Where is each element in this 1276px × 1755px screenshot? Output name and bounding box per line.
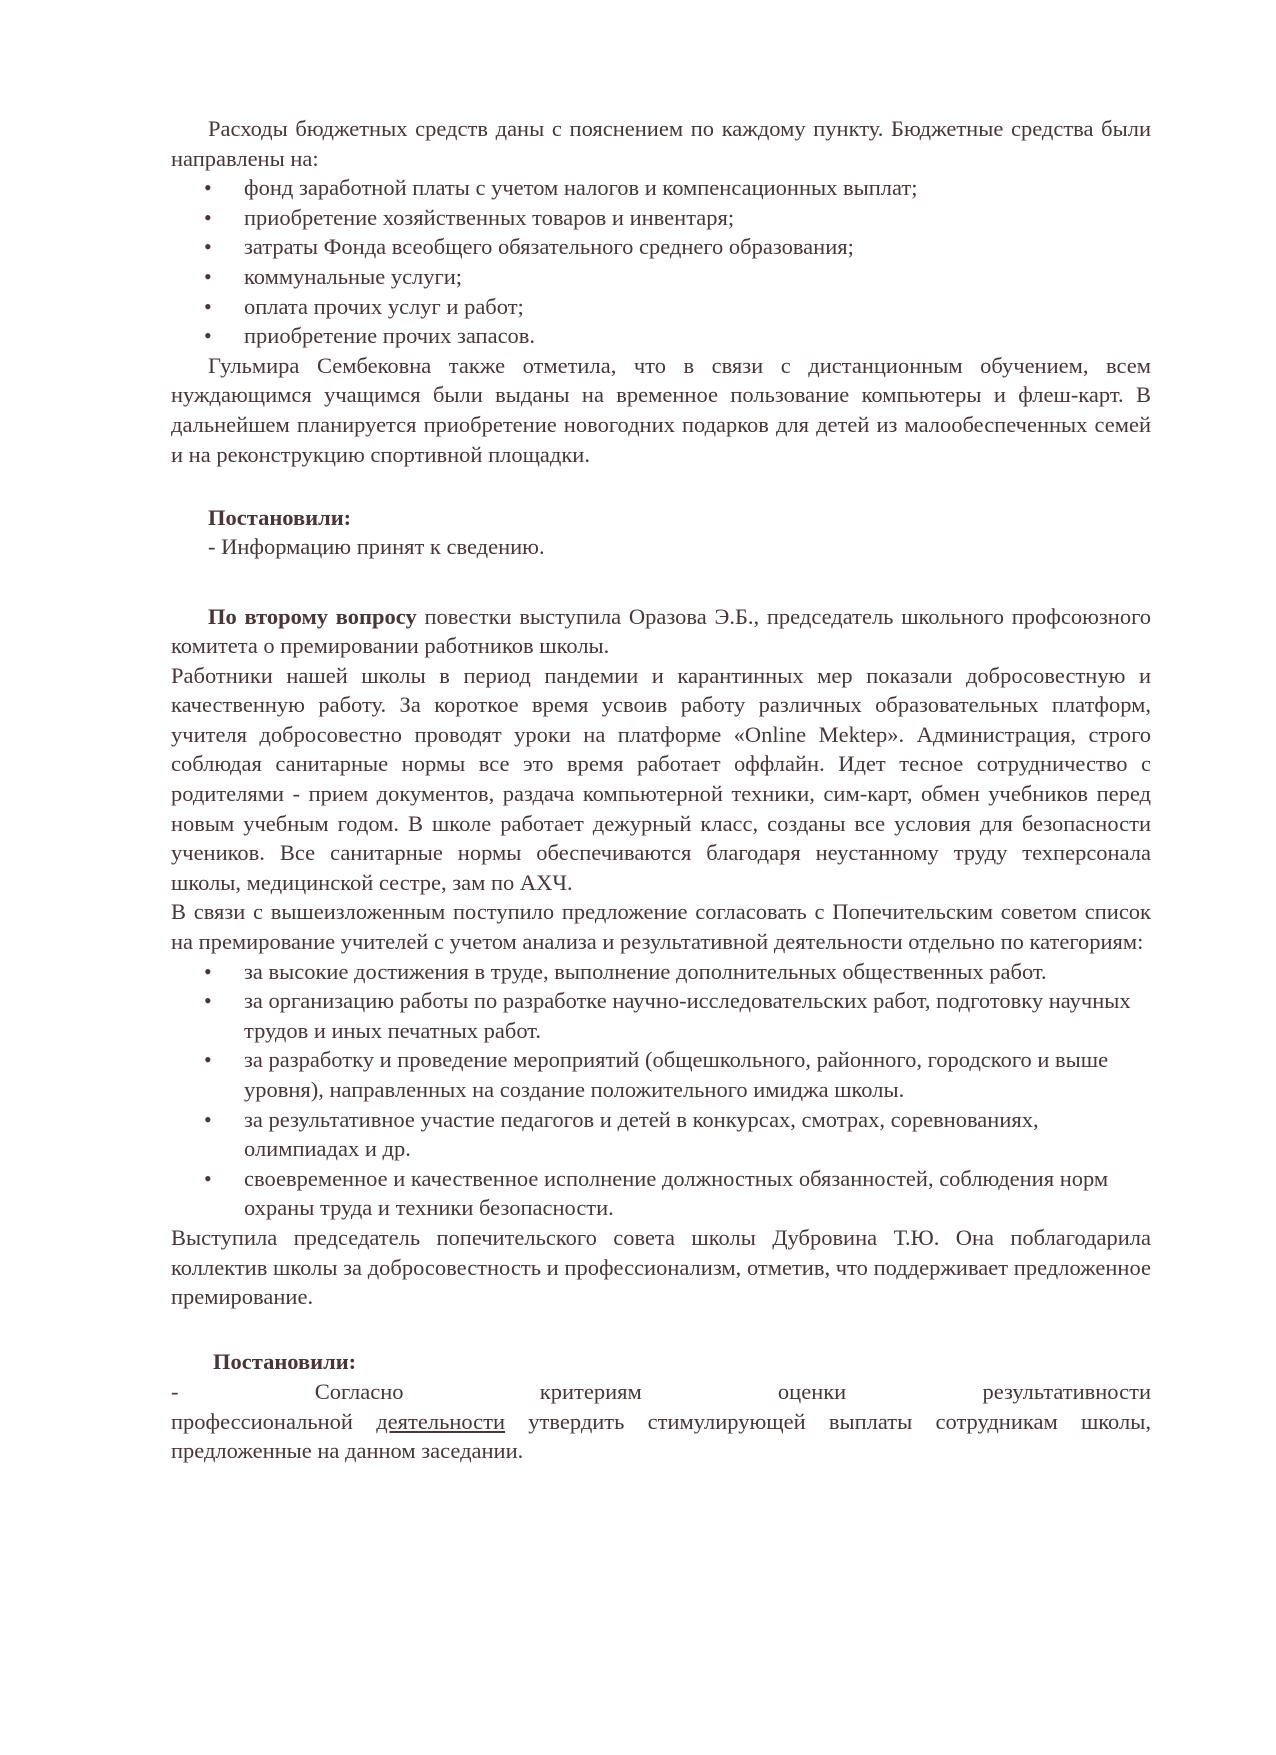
resolved-text: - Информацию принят к сведению. [208, 534, 545, 560]
budget-intro: Расходы бюджетных средств даны с пояснением по каждому пункту. Бюджетные средства были направлены на: [171, 116, 1151, 171]
list-item: • затраты Фонда всеобщего обязательного среднего образования; [171, 232, 1151, 262]
list-item: • оплата прочих услуг и работ; [171, 292, 1151, 322]
resolved-line-1: - Согласно критериям оценки результативности [171, 1378, 1151, 1404]
document-page [171, 114, 1151, 1466]
list-item: • фонд заработной платы с учетом налогов и компенсационных выплат; [171, 173, 1151, 203]
list-item: • своевременное и качественное исполнение должностных обязанностей, соблюдения норм охраны труда и техники безопасности. [171, 1164, 1151, 1223]
second-question-lead: По второму вопросу [208, 603, 417, 629]
underlined-word: деятельности [376, 1408, 506, 1434]
list-item: • приобретение прочих запасов. [171, 321, 1151, 351]
trustee-paragraph: Выступила председатель попечительского совета школы Дубровина Т.Ю. Она поблагодарила коллектив школы за добросовестность и профессионализм, отметив, что поддерживает предложенное премирование. [171, 1224, 1151, 1310]
list-item: • коммунальные услуги; [171, 262, 1151, 292]
workers-paragraph: Работники нашей школы в период пандемии и карантинных мер показали добросовестную и качественную работу. За короткое время усвоив работу различных образовательных платформ, учителя добросовестно проводят уроки на платформе «Online Mektep». Администрация, строго соблюдая санитарные нормы все это время работает оффлайн. Идет тесное сотрудничество с родителями - прием документов, раздача компьютерной техники, сим-карт, обмен учебников перед новым учебным годом. В школе работает дежурный класс, созданы все условия для безопасности учеников. Все санитарные нормы обеспечиваются благодаря неустанному труду техперсонала школы, медицинской сестре, зам по АХЧ. [171, 662, 1151, 895]
second-question-paragraph: По второму вопросу повестки выступила Оразова Э.Б., председатель школьного профсоюзного комитета о премировании работников школы. [171, 603, 1151, 659]
distance-learning-paragraph: Гульмира Сембековна также отметила, что в связи с дистанционным обучением, всем нуждающимся учащимся были выданы на временное пользование компьютеры и флеш-карт. В дальнейшем планируется приобретение новогодних подарков для детей из малообеспеченных семей и на реконструкцию спортивной площадки. [171, 352, 1151, 467]
list-item: • за разработку и проведение мероприятий (общешкольного, районного, городского и выше уровня), направленных на создание положительного имиджа школы. [171, 1045, 1151, 1104]
resolved-text-2: профессиональной деятельности утвердить стимулирующей выплаты сотрудникам школы, предложенные на данном заседании. [171, 1408, 1151, 1464]
resolved-heading-2: Постановили: [213, 1349, 357, 1375]
list-item: • за высокие достижения в труде, выполнение дополнительных общественных работ. [171, 957, 1151, 987]
list-item: • за организацию работы по разработке научно-исследовательских работ, подготовку научных трудов и иных печатных работ. [171, 986, 1151, 1045]
bonus-categories-list [171, 957, 1151, 1223]
resolved-heading: Постановили: [208, 504, 352, 530]
proposal-paragraph: В связи с вышеизложенным поступило предложение согласовать с Попечительским советом список на премирование учителей с учетом анализа и результативной деятельности отдельно по категориям: [171, 899, 1151, 955]
list-item: • приобретение хозяйственных товаров и инвентаря; [171, 203, 1151, 233]
list-item: • за результативное участие педагогов и детей в конкурсах, смотрах, соревнованиях, олимпиадах и др. [171, 1105, 1151, 1164]
budget-list [171, 173, 1151, 351]
